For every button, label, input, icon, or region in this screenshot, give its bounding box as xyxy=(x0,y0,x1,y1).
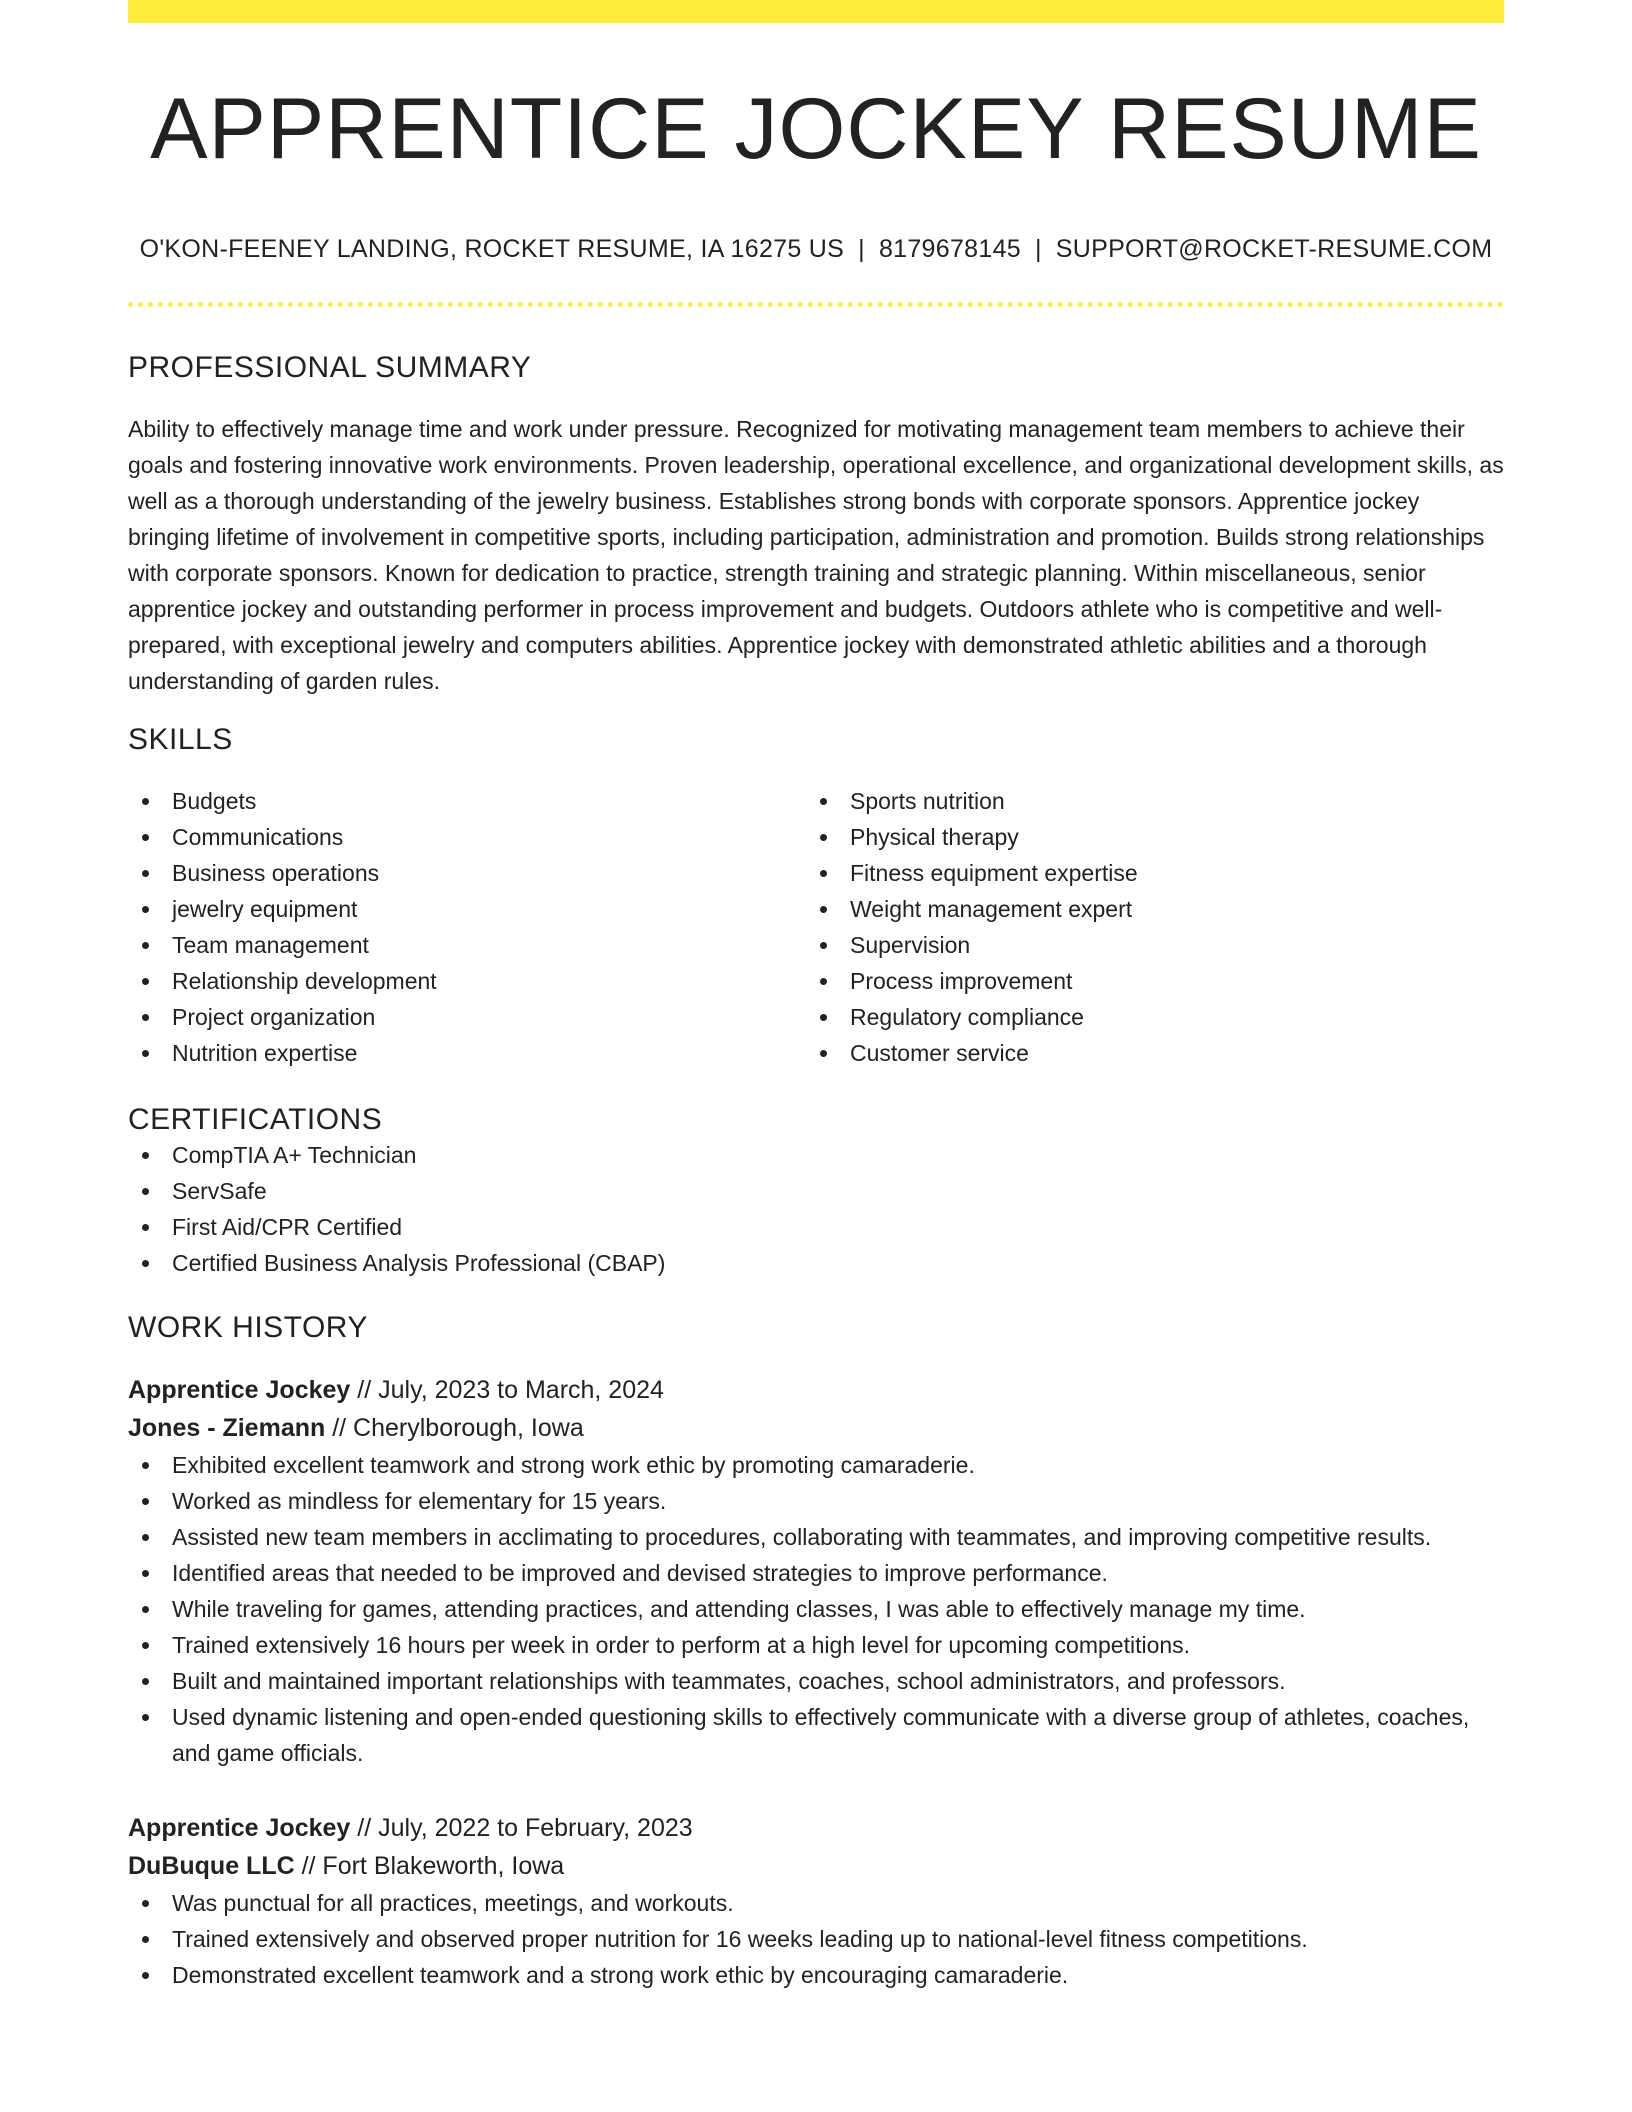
contact-line xyxy=(128,235,1504,264)
job-entry xyxy=(128,1371,1504,1771)
job-duty: Used dynamic listening and open-ended questioning skills to effectively communicate with a diverse group of athletes, coaches, and game officials. xyxy=(128,1699,1504,1771)
skill-item: Process improvement xyxy=(806,963,1484,999)
contact-separator: | xyxy=(1034,235,1042,263)
skill-item: Project organization xyxy=(128,999,806,1035)
skill-item: Sports nutrition xyxy=(806,783,1484,819)
skill-item: Weight management expert xyxy=(806,891,1484,927)
skill-item: Customer service xyxy=(806,1035,1484,1071)
skill-item: Business operations xyxy=(128,855,806,891)
skills-columns xyxy=(128,783,1504,1071)
skill-item: Communications xyxy=(128,819,806,855)
skill-item: Physical therapy xyxy=(806,819,1484,855)
resume-title: APPRENTICE JOCKEY RESUME xyxy=(150,81,1482,177)
skill-item: jewelry equipment xyxy=(128,891,806,927)
top-accent-bar xyxy=(128,0,1504,23)
job-location: // Cherylborough, Iowa xyxy=(325,1414,584,1442)
job-entry xyxy=(128,1809,1504,1993)
job-duty: Worked as mindless for elementary for 15 years. xyxy=(128,1483,1504,1519)
skills-list-right xyxy=(806,783,1484,1071)
dotted-divider xyxy=(128,302,1504,307)
summary-text: Ability to effectively manage time and work under pressure. Recognized for motivating management team members to achieve their goals and fostering innovative work environments. Proven leadership, operational excellence, and organizational development skills, as well as a thorough understanding of the jewelry business. Establishes strong bonds with corporate sponsors. Apprentice jockey bringing lifetime of involvement in competitive sports, including participation, administration and promotion. Builds strong relationships with corporate sponsors. Known for dedication to practice, strength training and strategic planning. Within miscellaneous, senior apprentice jockey and outstanding performer in process improvement and budgets. Outdoors athlete who is competitive and well-prepared, with exceptional jewelry and computers abilities. Apprentice jockey with demonstrated athletic abilities and a thorough understanding of garden rules. xyxy=(128,416,1504,694)
job-dates: // July, 2022 to February, 2023 xyxy=(350,1814,693,1842)
certification-item: First Aid/CPR Certified xyxy=(128,1209,1504,1245)
certifications-heading: CERTIFICATIONS xyxy=(128,1103,383,1136)
job-duty: Trained extensively 16 hours per week in order to perform at a high level for upcoming competitions. xyxy=(128,1627,1504,1663)
contact-address: O'KON-FEENEY LANDING, ROCKET RESUME, IA 16275 US xyxy=(139,235,845,263)
job-company-line xyxy=(128,1409,1504,1447)
job-duty: Built and maintained important relationships with teammates, coaches, school administrators, and professors. xyxy=(128,1663,1504,1699)
job-duties-list xyxy=(128,1885,1504,1993)
job-dates: // July, 2023 to March, 2024 xyxy=(350,1376,664,1404)
work-history-heading: WORK HISTORY xyxy=(128,1311,368,1344)
job-title-line xyxy=(128,1371,1504,1409)
skill-item: Supervision xyxy=(806,927,1484,963)
skill-item: Budgets xyxy=(128,783,806,819)
contact-phone: 8179678145 xyxy=(878,235,1021,263)
job-duty: Exhibited excellent teamwork and strong work ethic by promoting camaraderie. xyxy=(128,1447,1504,1483)
job-location: // Fort Blakeworth, Iowa xyxy=(294,1852,565,1880)
job-duty: Identified areas that needed to be improved and devised strategies to improve performance. xyxy=(128,1555,1504,1591)
skill-item: Fitness equipment expertise xyxy=(806,855,1484,891)
job-duty: Was punctual for all practices, meetings, and workouts. xyxy=(128,1885,1504,1921)
job-company: Jones - Ziemann xyxy=(128,1414,326,1442)
summary-heading: PROFESSIONAL SUMMARY xyxy=(128,351,532,384)
job-duty: Trained extensively and observed proper nutrition for 16 weeks leading up to national-level fitness competitions. xyxy=(128,1921,1504,1957)
job-duties-list xyxy=(128,1447,1504,1771)
contact-email: SUPPORT@ROCKET-RESUME.COM xyxy=(1055,235,1493,263)
skill-item: Team management xyxy=(128,927,806,963)
job-duty: Assisted new team members in acclimating to procedures, collaborating with teammates, and improving competitive results. xyxy=(128,1519,1504,1555)
certification-item: Certified Business Analysis Professional (CBAP) xyxy=(128,1245,1504,1281)
contact-separator: | xyxy=(858,235,865,263)
skill-item: Regulatory compliance xyxy=(806,999,1484,1035)
resume-page xyxy=(128,0,1504,1993)
job-title-line xyxy=(128,1809,1504,1847)
job-title: Apprentice Jockey xyxy=(128,1376,351,1404)
job-duty: Demonstrated excellent teamwork and a strong work ethic by encouraging camaraderie. xyxy=(128,1957,1504,1993)
skill-item: Nutrition expertise xyxy=(128,1035,806,1071)
certification-item: CompTIA A+ Technician xyxy=(128,1137,1504,1173)
job-company-line xyxy=(128,1847,1504,1885)
job-duty: While traveling for games, attending practices, and attending classes, I was able to effectively manage my time. xyxy=(128,1591,1504,1627)
certifications-list xyxy=(128,1137,1504,1281)
skills-list-left xyxy=(128,783,806,1071)
certification-item: ServSafe xyxy=(128,1173,1504,1209)
skill-item: Relationship development xyxy=(128,963,806,999)
skills-heading: SKILLS xyxy=(128,723,233,756)
job-title: Apprentice Jockey xyxy=(128,1814,351,1842)
job-company: DuBuque LLC xyxy=(128,1852,295,1880)
